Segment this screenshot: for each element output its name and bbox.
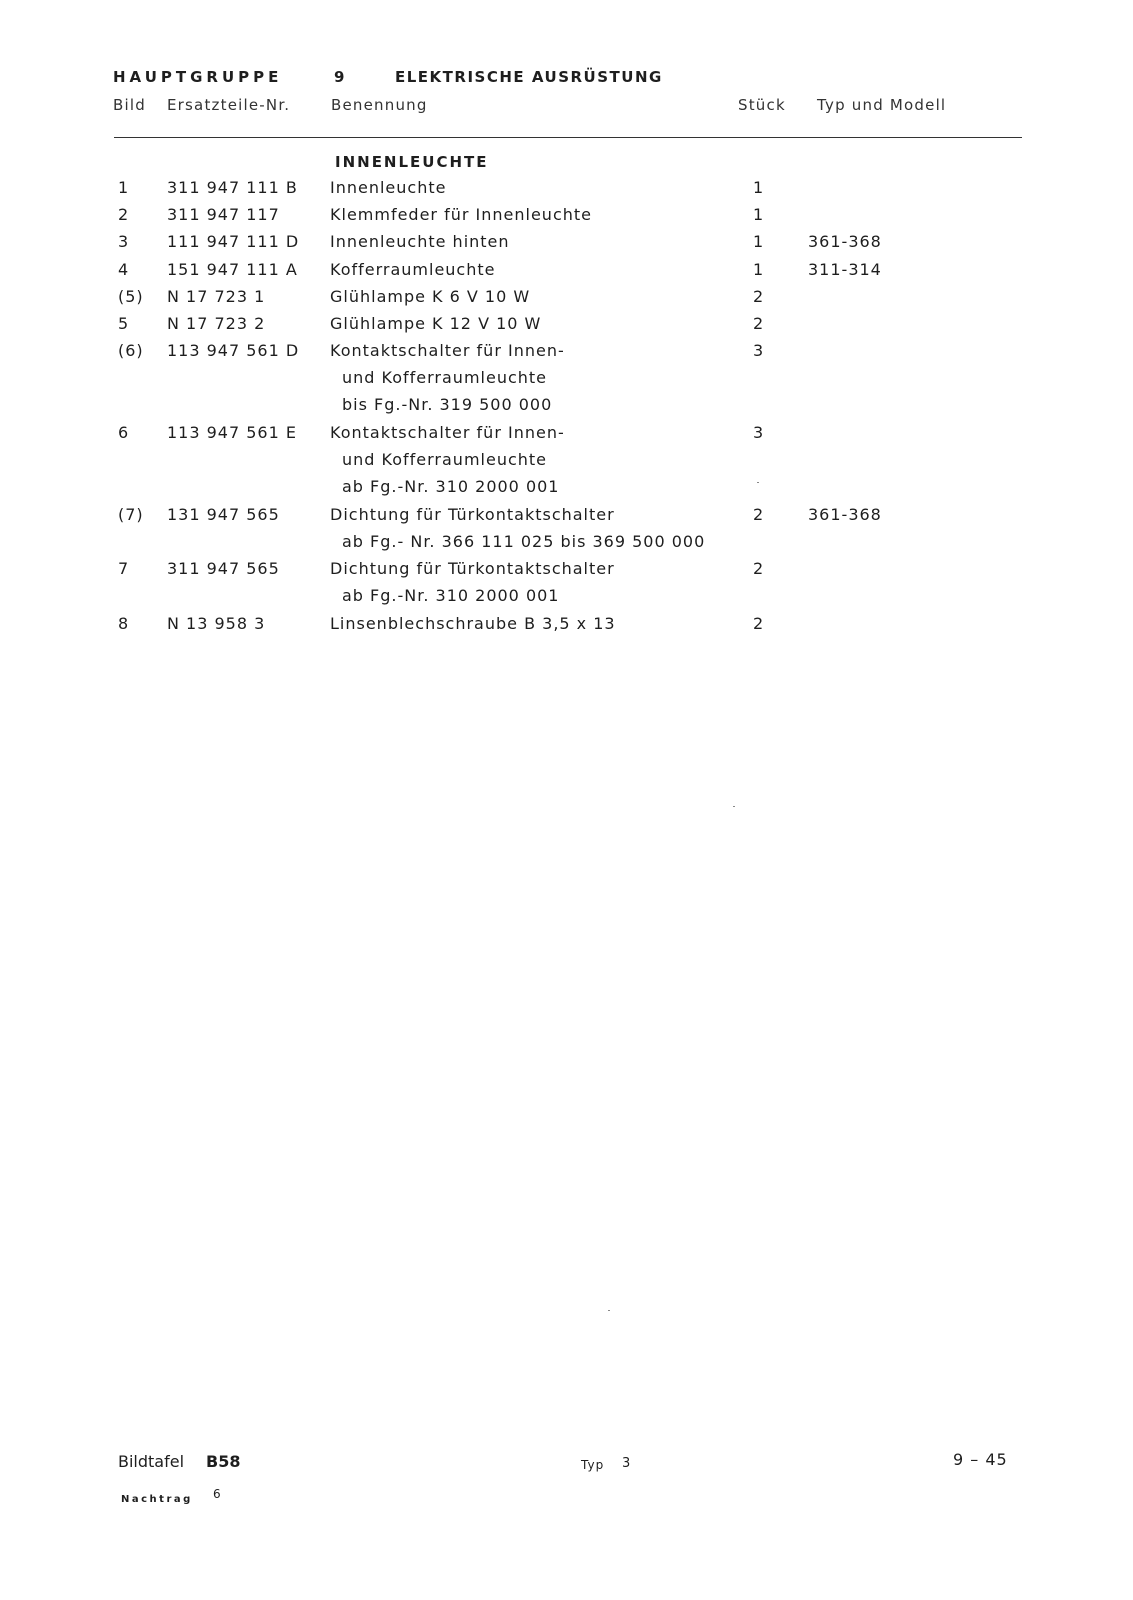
row-part-number: 131 947 565 [167, 505, 280, 524]
row-bild: (7) [118, 505, 144, 524]
row-part-number: 111 947 111 D [167, 232, 300, 251]
row-bild: 6 [118, 423, 130, 442]
group-number: 9 [334, 68, 346, 86]
row-name: Dichtung für Türkontaktschalter [330, 559, 615, 578]
row-name: Klemmfeder für Innenleuchte [330, 205, 592, 224]
row-bild: 5 [118, 314, 130, 333]
row-name: ab Fg.-Nr. 310 2000 001 [342, 586, 560, 605]
row-name: Kofferraumleuchte [330, 260, 496, 279]
row-part-number: N 17 723 2 [167, 314, 266, 333]
row-part-number: 113 947 561 D [167, 341, 300, 360]
section-title: INNENLEUCHTE [335, 153, 489, 171]
row-qty: 1 [753, 232, 765, 251]
row-model: 361-368 [808, 232, 882, 251]
bildtafel-value: B58 [206, 1452, 241, 1471]
scan-speck [733, 806, 735, 807]
row-name: bis Fg.-Nr. 319 500 000 [342, 395, 553, 414]
row-name: und Kofferraumleuchte [342, 450, 548, 469]
row-qty: 2 [753, 559, 765, 578]
row-bild: (5) [118, 287, 144, 306]
row-name: Kontaktschalter für Innen- [330, 423, 565, 442]
row-qty: 1 [753, 260, 765, 279]
row-qty: 2 [753, 614, 765, 633]
row-name: Innenleuchte [330, 178, 447, 197]
row-qty: 1 [753, 205, 765, 224]
row-qty: 1 [753, 178, 765, 197]
group-label: HAUPTGRUPPE [113, 68, 283, 86]
row-bild: 7 [118, 559, 130, 578]
typ-value: 3 [622, 1456, 631, 1471]
row-model: 361-368 [808, 505, 882, 524]
row-part-number: N 17 723 1 [167, 287, 266, 306]
group-title: ELEKTRISCHE AUSRÜSTUNG [395, 68, 663, 86]
row-bild: 8 [118, 614, 130, 633]
nachtrag-value: 6 [213, 1487, 221, 1501]
col-qty: Stück [738, 96, 786, 114]
header-rule [114, 137, 1022, 138]
col-name: Benennung [331, 96, 428, 114]
row-part-number: 311 947 117 [167, 205, 280, 224]
typ-label: Typ [581, 1458, 605, 1472]
scan-speck [608, 1310, 610, 1311]
row-name: und Kofferraumleuchte [342, 368, 548, 387]
row-bild: 3 [118, 232, 130, 251]
row-model: 311-314 [808, 260, 882, 279]
row-part-number: N 13 958 3 [167, 614, 266, 633]
row-qty: 2 [753, 314, 765, 333]
page-number: 9 – 45 [953, 1450, 1008, 1469]
row-name: Innenleuchte hinten [330, 232, 510, 251]
bildtafel-label: Bildtafel [118, 1452, 185, 1471]
row-part-number: 113 947 561 E [167, 423, 297, 442]
row-name: Glühlampe K 12 V 10 W [330, 314, 542, 333]
col-bild: Bild [113, 96, 146, 114]
row-qty: 3 [753, 341, 765, 360]
row-bild: 2 [118, 205, 130, 224]
row-name: ab Fg.- Nr. 366 111 025 bis 369 500 000 [342, 532, 706, 551]
row-bild: 4 [118, 260, 130, 279]
scan-speck [757, 482, 759, 483]
row-name: ab Fg.-Nr. 310 2000 001 [342, 477, 560, 496]
row-bild: (6) [118, 341, 144, 360]
row-name: Dichtung für Türkontaktschalter [330, 505, 615, 524]
row-name: Linsenblechschraube B 3,5 x 13 [330, 614, 616, 633]
row-name: Kontaktschalter für Innen- [330, 341, 565, 360]
row-part-number: 311 947 565 [167, 559, 280, 578]
row-qty: 2 [753, 505, 765, 524]
row-bild: 1 [118, 178, 130, 197]
row-part-number: 311 947 111 B [167, 178, 298, 197]
col-part-no: Ersatzteile-Nr. [167, 96, 291, 114]
nachtrag-label: Nachtrag [121, 1494, 193, 1505]
row-qty: 3 [753, 423, 765, 442]
row-qty: 2 [753, 287, 765, 306]
row-name: Glühlampe K 6 V 10 W [330, 287, 531, 306]
col-model: Typ und Modell [817, 96, 947, 114]
row-part-number: 151 947 111 A [167, 260, 298, 279]
